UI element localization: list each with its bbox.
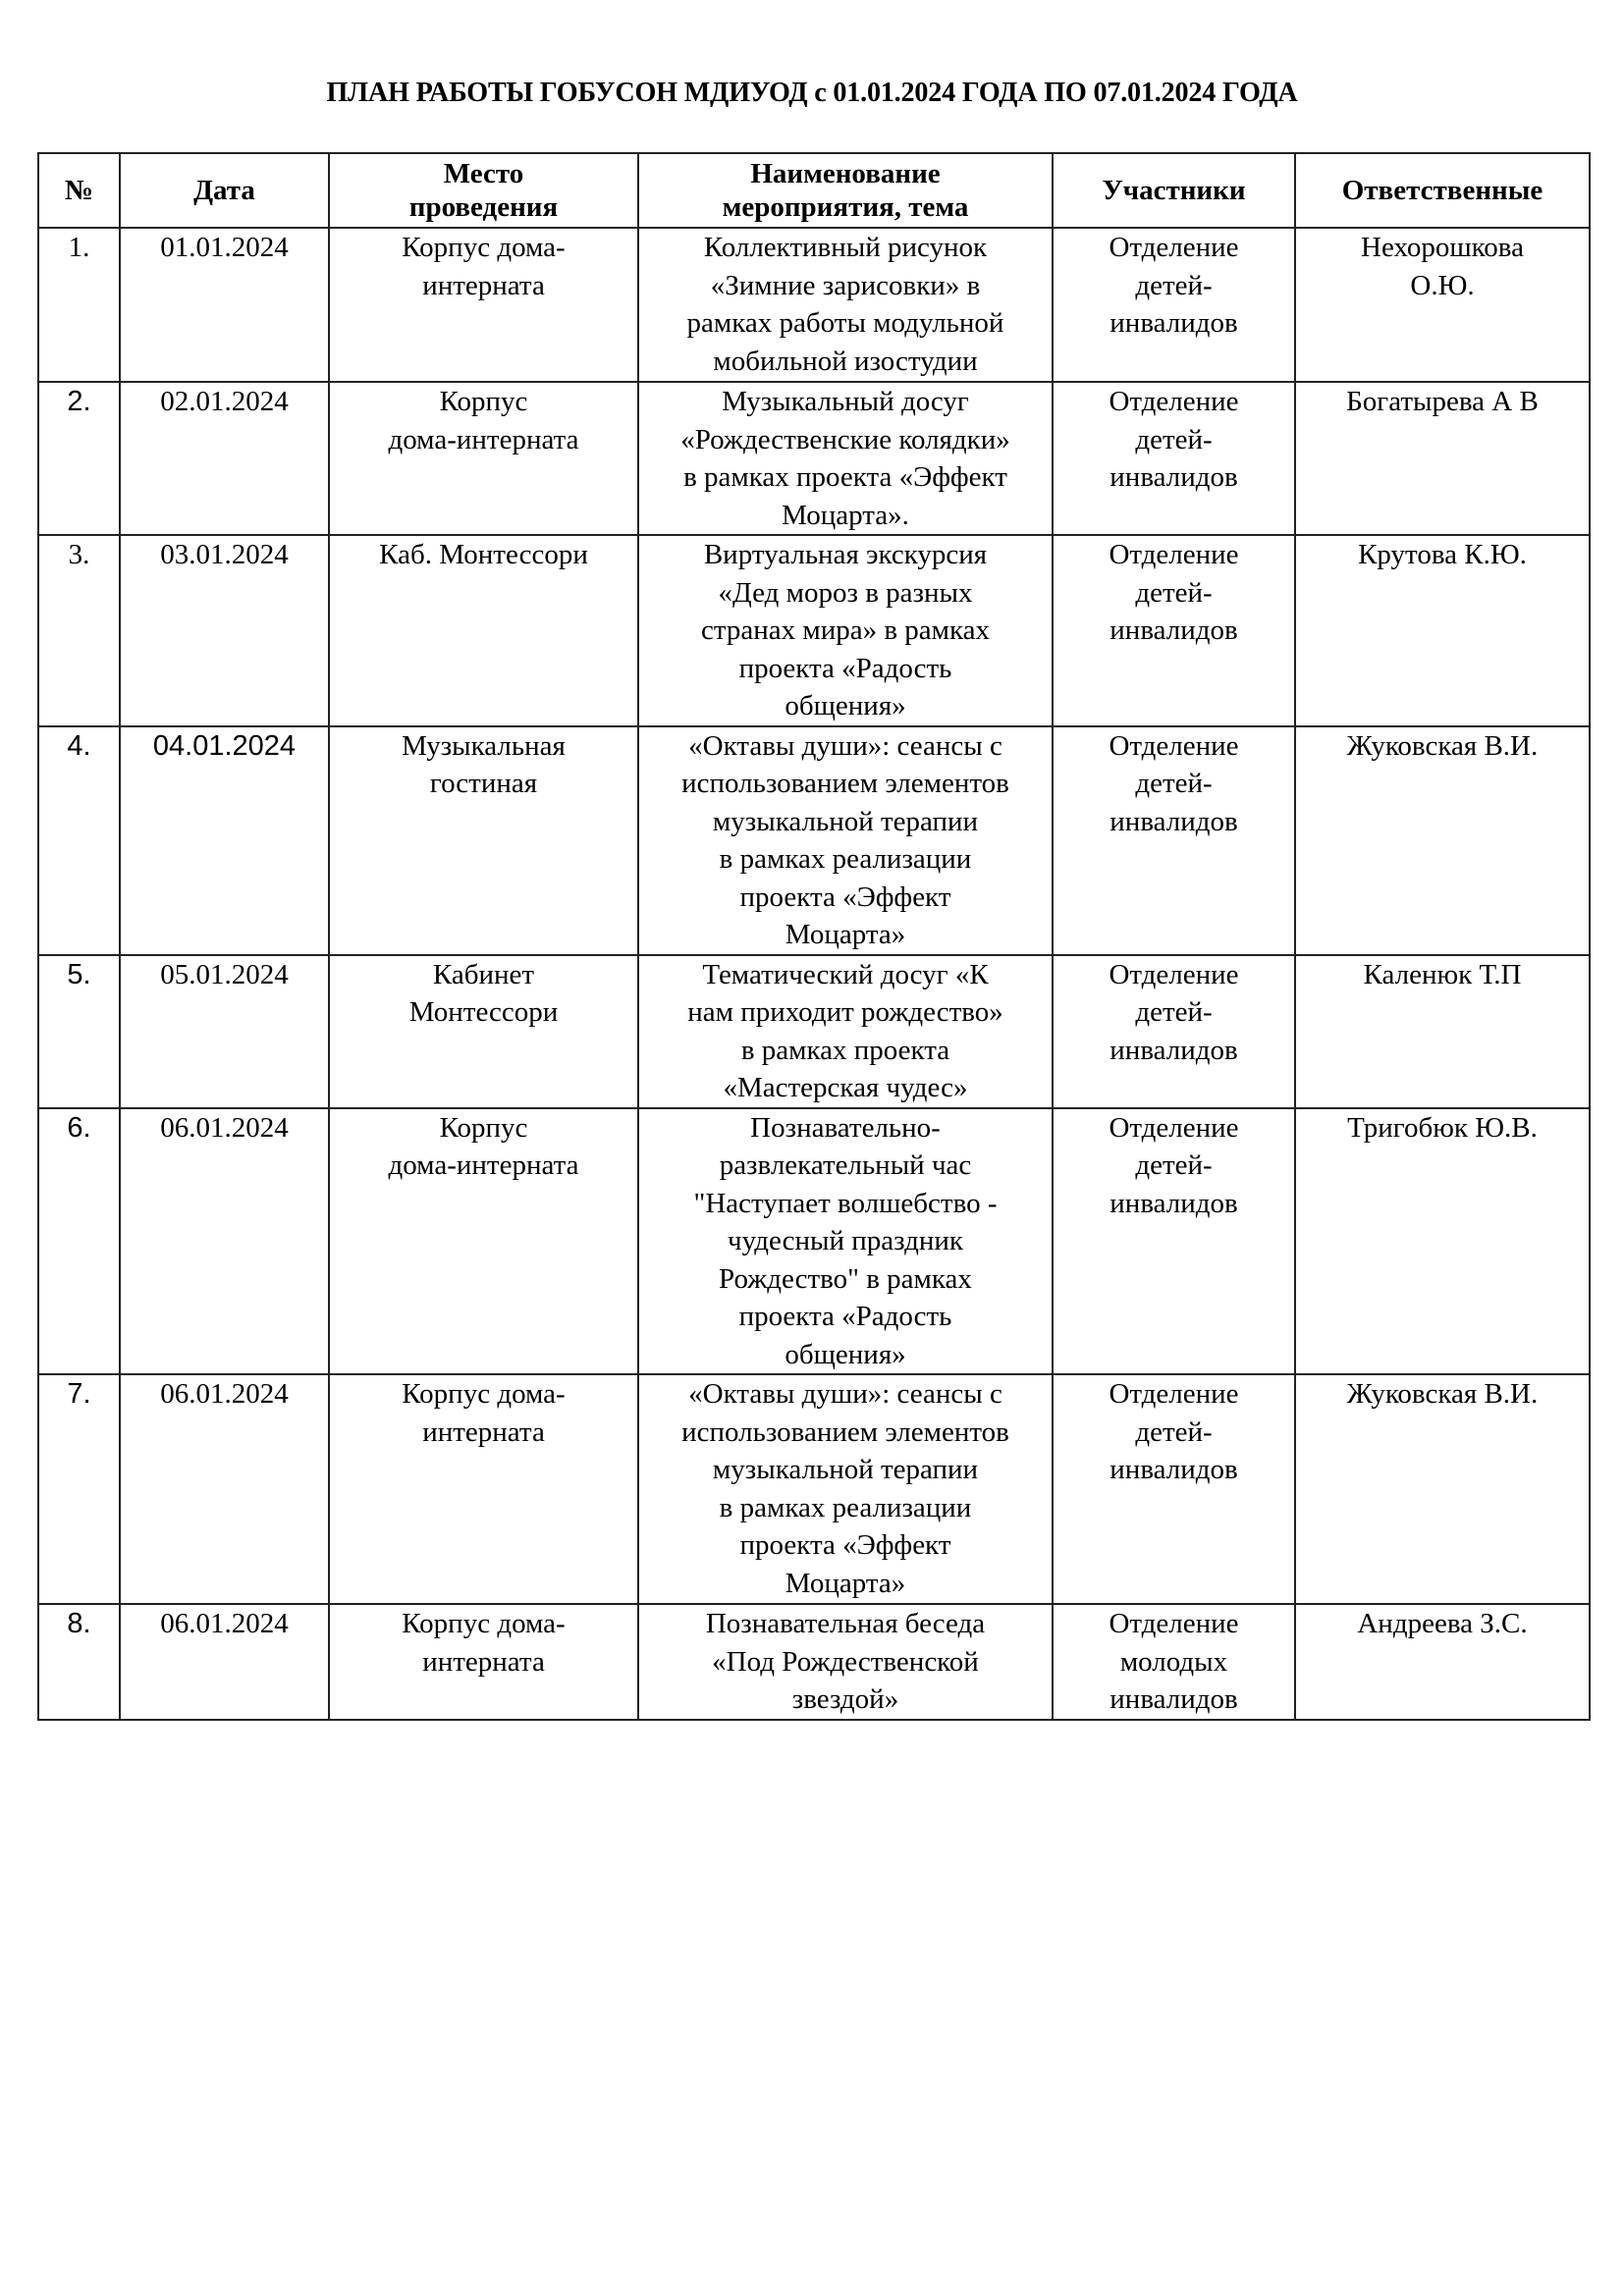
- cell-date: 06.01.2024: [120, 1108, 329, 1375]
- cell-participants: [1053, 726, 1295, 955]
- cell-date: 06.01.2024: [120, 1604, 329, 1720]
- table-row: [38, 1374, 1590, 1604]
- cell-event-line: Коллективный рисунок: [703, 232, 988, 263]
- cell-event-line: «Октавы души»: сеансы с: [688, 729, 1002, 762]
- cell-place: [329, 1108, 638, 1375]
- work-plan-table: [37, 152, 1591, 1721]
- cell-participants-line: инвалидов: [1110, 307, 1238, 339]
- cell-responsible: [1295, 955, 1590, 1108]
- cell-event-line: музыкальной терапии: [712, 805, 979, 837]
- cell-event-line: «Мастерская чудес»: [723, 1072, 968, 1103]
- cell-place-line: Корпус дома-: [402, 1378, 566, 1410]
- cell-event-line: в рамках проекта: [740, 1034, 950, 1066]
- cell-event-line: проекта «Эффект: [739, 1529, 951, 1561]
- cell-event-line: развлекательный час: [719, 1149, 972, 1181]
- table-row: [38, 726, 1590, 955]
- cell-responsible-line: Андреева З.С.: [1357, 1608, 1528, 1639]
- cell-date: 02.01.2024: [120, 382, 329, 535]
- cell-participants-line: инвалидов: [1110, 1187, 1238, 1219]
- cell-responsible-line: Жуковская В.И.: [1346, 729, 1539, 762]
- cell-event-line: нам приходит рождество»: [687, 996, 1003, 1028]
- header-participants: Участники: [1053, 153, 1295, 228]
- cell-place: [329, 955, 638, 1108]
- cell-event-line: звездой»: [791, 1683, 899, 1715]
- cell-event-line: Моцарта».: [782, 499, 909, 531]
- cell-responsible-line: Тригобюк Ю.В.: [1347, 1111, 1538, 1144]
- cell-event: [638, 1374, 1053, 1604]
- cell-place-line: Корпус: [439, 386, 528, 417]
- cell-responsible-line: Крутова К.Ю.: [1358, 539, 1527, 570]
- cell-place-line: Корпус дома-: [402, 1608, 566, 1639]
- cell-event-line: «Дед мороз в разных: [718, 576, 973, 609]
- cell-number: 6.: [38, 1108, 120, 1375]
- cell-responsible-line: Жуковская В.И.: [1346, 1378, 1539, 1410]
- cell-participants-line: детей-: [1135, 768, 1213, 799]
- cell-responsible: [1295, 1604, 1590, 1720]
- cell-event-line: чудесный праздник: [728, 1225, 963, 1256]
- table-body: [38, 228, 1590, 1720]
- cell-participants: [1053, 535, 1295, 726]
- cell-event-line: «Октавы души»: сеансы с: [688, 1378, 1002, 1410]
- cell-participants-line: Отделение: [1109, 1111, 1239, 1144]
- cell-event: [638, 955, 1053, 1108]
- cell-number: 7.: [38, 1374, 120, 1604]
- cell-date: 06.01.2024: [120, 1374, 329, 1604]
- cell-event: [638, 228, 1053, 382]
- cell-event: [638, 1108, 1053, 1375]
- cell-event-line: использованием элементов: [681, 1415, 1009, 1448]
- header-date: Дата: [120, 153, 329, 228]
- cell-date: 05.01.2024: [120, 955, 329, 1108]
- cell-event-line: Моцарта»: [785, 919, 906, 950]
- cell-number: 8.: [38, 1604, 120, 1720]
- cell-place-line: Монтессори: [408, 996, 559, 1028]
- cell-place-line: гостиная: [429, 768, 538, 799]
- cell-number: 4.: [38, 726, 120, 955]
- cell-event-line: Моцарта»: [785, 1567, 906, 1599]
- cell-place: [329, 726, 638, 955]
- cell-participants-line: детей-: [1135, 269, 1213, 301]
- cell-participants-line: Отделение: [1109, 958, 1239, 990]
- cell-date: 03.01.2024: [120, 535, 329, 726]
- cell-event-line: Виртуальная экскурсия: [703, 539, 988, 570]
- cell-event-line: музыкальной терапии: [712, 1454, 979, 1485]
- cell-participants-line: детей-: [1135, 423, 1213, 455]
- cell-place: [329, 382, 638, 535]
- cell-participants-line: инвалидов: [1110, 1683, 1238, 1715]
- cell-event-line: в рамках реализации: [719, 1491, 972, 1523]
- cell-event: [638, 1604, 1053, 1720]
- cell-place-line: дома-интерната: [388, 423, 579, 455]
- cell-event-line: проекта «Радость: [738, 652, 952, 684]
- cell-event: [638, 382, 1053, 535]
- cell-responsible-line: Богатырева А В: [1346, 386, 1539, 417]
- cell-responsible: [1295, 228, 1590, 382]
- cell-participants-line: Отделение: [1109, 386, 1239, 417]
- cell-event-line: Познавательная беседа: [705, 1608, 986, 1639]
- cell-participants: [1053, 1374, 1295, 1604]
- cell-event-line: Музыкальный досуг: [722, 386, 969, 417]
- cell-event-line: «Зимние зарисовки» в: [710, 269, 981, 301]
- cell-participants-line: детей-: [1135, 996, 1213, 1028]
- cell-event-line: рамках работы модульной: [686, 307, 1004, 339]
- cell-responsible-line: Каленюк Т.П: [1363, 958, 1522, 990]
- cell-event-line: в рамках реализации: [719, 843, 972, 875]
- table-row: [38, 382, 1590, 535]
- cell-date: 04.01.2024: [120, 726, 329, 955]
- cell-participants: [1053, 1108, 1295, 1375]
- cell-place-line: Корпус: [439, 1111, 528, 1144]
- cell-place-line: Корпус дома-: [402, 232, 566, 263]
- cell-participants-line: детей-: [1135, 1415, 1213, 1448]
- cell-responsible: [1295, 535, 1590, 726]
- cell-participants: [1053, 1604, 1295, 1720]
- cell-event-line: «Под Рождественской: [712, 1645, 979, 1678]
- cell-place-line: Кабинет: [432, 958, 535, 990]
- header-event-line: мероприятия, тема: [722, 191, 969, 223]
- cell-date: 01.01.2024: [120, 228, 329, 382]
- cell-event-line: общения»: [785, 690, 906, 721]
- cell-responsible-line: О.Ю.: [1410, 269, 1475, 301]
- cell-responsible-line: Нехорошкова: [1361, 232, 1524, 263]
- cell-participants-line: инвалидов: [1110, 1034, 1238, 1066]
- cell-participants-line: Отделение: [1109, 1608, 1239, 1639]
- table-row: [38, 955, 1590, 1108]
- table-row: [38, 228, 1590, 382]
- cell-participants: [1053, 382, 1295, 535]
- cell-event-line: проекта «Эффект: [739, 881, 951, 913]
- cell-event: [638, 726, 1053, 955]
- table-row: [38, 1108, 1590, 1375]
- cell-event-line: использованием элементов: [681, 768, 1009, 799]
- cell-event-line: "Наступает волшебство -: [693, 1187, 998, 1219]
- cell-event-line: Познавательно-: [750, 1111, 941, 1144]
- cell-participants-line: Отделение: [1109, 539, 1239, 570]
- cell-event-line: общения»: [785, 1338, 906, 1370]
- cell-participants-line: инвалидов: [1110, 614, 1238, 646]
- cell-participants: [1053, 955, 1295, 1108]
- table-row: [38, 535, 1590, 726]
- cell-responsible: [1295, 1108, 1590, 1375]
- cell-place: [329, 1604, 638, 1720]
- cell-event: [638, 535, 1053, 726]
- cell-participants-line: инвалидов: [1110, 805, 1238, 837]
- cell-place-line: дома-интерната: [388, 1149, 579, 1181]
- cell-participants-line: молодых: [1119, 1645, 1228, 1678]
- header-event-line: Наименование: [750, 158, 941, 189]
- cell-event-line: Тематический досуг «К: [702, 958, 989, 990]
- cell-place-line: Каб. Монтессори: [379, 539, 588, 570]
- cell-participants-line: Отделение: [1109, 1378, 1239, 1410]
- cell-responsible: [1295, 1374, 1590, 1604]
- page-title: ПЛАН РАБОТЫ ГОБУСОН МДИУОД с 01.01.2024 ГОДА ПО 07.01.2024 ГОДА: [326, 77, 1298, 108]
- table-header-row: [38, 153, 1590, 228]
- header-event: [638, 153, 1053, 228]
- cell-number: 2.: [38, 382, 120, 535]
- cell-participants-line: Отделение: [1109, 232, 1239, 263]
- header-place-line: Место: [443, 158, 524, 189]
- cell-place: [329, 535, 638, 726]
- cell-place-line: Музыкальная: [402, 729, 566, 762]
- cell-place-line: интерната: [422, 269, 545, 301]
- table-row: [38, 1604, 1590, 1720]
- cell-event-line: в рамках проекта «Эффект: [683, 461, 1007, 493]
- cell-participants-line: детей-: [1135, 1149, 1213, 1181]
- cell-participants-line: инвалидов: [1110, 1454, 1238, 1485]
- cell-participants-line: инвалидов: [1110, 461, 1238, 493]
- cell-event-line: мобильной изостудии: [713, 345, 978, 377]
- cell-participants-line: Отделение: [1109, 729, 1239, 762]
- header-responsible: Ответственные: [1295, 153, 1590, 228]
- cell-event-line: проекта «Радость: [738, 1301, 952, 1332]
- header-place-line: проведения: [408, 191, 559, 223]
- cell-place: [329, 1374, 638, 1604]
- header-place: [329, 153, 638, 228]
- cell-event-line: «Рождественские колядки»: [680, 423, 1010, 455]
- cell-number: 3.: [38, 535, 120, 726]
- cell-responsible: [1295, 726, 1590, 955]
- cell-place: [329, 228, 638, 382]
- cell-responsible: [1295, 382, 1590, 535]
- cell-number: 5.: [38, 955, 120, 1108]
- cell-number: 1.: [38, 228, 120, 382]
- header-number: №: [38, 153, 120, 228]
- cell-place-line: интерната: [422, 1645, 545, 1678]
- cell-event-line: Рождество" в рамках: [719, 1262, 972, 1295]
- cell-participants-line: детей-: [1135, 576, 1213, 609]
- cell-event-line: странах мира» в рамках: [700, 614, 991, 646]
- cell-place-line: интерната: [422, 1415, 545, 1448]
- cell-participants: [1053, 228, 1295, 382]
